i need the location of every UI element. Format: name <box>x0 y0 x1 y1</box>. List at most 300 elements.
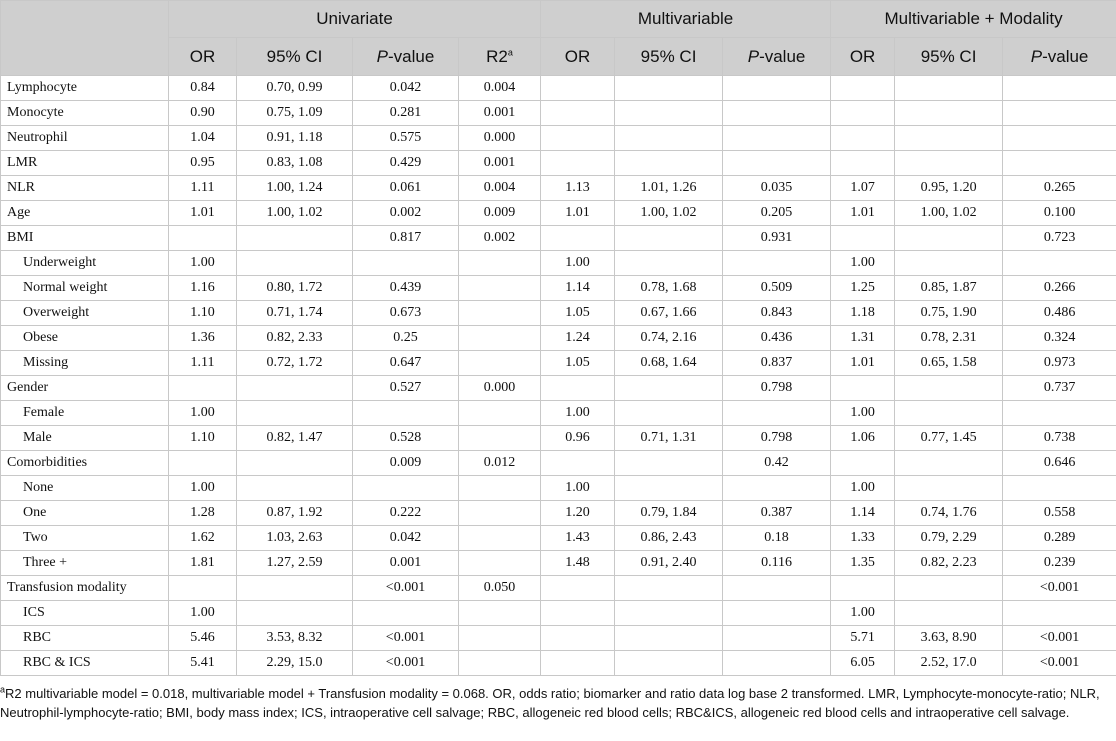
row-label: Two <box>1 526 169 551</box>
cell-uni-r2 <box>459 651 541 676</box>
cell-mod-p-value: <0.001 <box>1003 576 1116 601</box>
cell-multi-ci: 0.71, 1.31 <box>615 426 723 451</box>
cell-uni-r2 <box>459 526 541 551</box>
row-label: Gender <box>1 376 169 401</box>
cell-uni-p-value: <0.001 <box>353 576 459 601</box>
cell-uni-r2: 0.002 <box>459 226 541 251</box>
cell-uni-p-value: 0.647 <box>353 351 459 376</box>
cell-multi-ci: 0.78, 1.68 <box>615 276 723 301</box>
cell-multi-or <box>541 376 615 401</box>
cell-uni-r2: 0.004 <box>459 76 541 101</box>
cell-uni-or <box>169 576 237 601</box>
cell-mod-or <box>831 76 895 101</box>
row-label: Underweight <box>1 251 169 276</box>
cell-mod-ci <box>895 376 1003 401</box>
cell-mod-p-value: <0.001 <box>1003 651 1116 676</box>
cell-multi-ci: 0.91, 2.40 <box>615 551 723 576</box>
cell-uni-p-value: 0.528 <box>353 426 459 451</box>
cell-mod-ci: 0.74, 1.76 <box>895 501 1003 526</box>
cell-uni-ci: 0.72, 1.72 <box>237 351 353 376</box>
cell-mod-ci: 2.52, 17.0 <box>895 651 1003 676</box>
cell-mod-p-value: 0.266 <box>1003 276 1116 301</box>
cell-uni-r2 <box>459 401 541 426</box>
table-row <box>1 226 1116 251</box>
cell-multi-p-value: 0.387 <box>723 501 831 526</box>
cell-uni-p-value: 0.222 <box>353 501 459 526</box>
table-row <box>1 651 1116 676</box>
cell-uni-or <box>169 226 237 251</box>
cell-multi-or: 1.24 <box>541 326 615 351</box>
cell-multi-p-value: 0.436 <box>723 326 831 351</box>
cell-uni-r2 <box>459 301 541 326</box>
cell-multi-p-value: 0.837 <box>723 351 831 376</box>
cell-uni-or <box>169 376 237 401</box>
cell-multi-or: 1.00 <box>541 251 615 276</box>
cell-uni-ci: 1.03, 2.63 <box>237 526 353 551</box>
cell-uni-ci <box>237 576 353 601</box>
table-row <box>1 376 1116 401</box>
cell-uni-or: 1.28 <box>169 501 237 526</box>
cell-uni-or: 1.10 <box>169 426 237 451</box>
table-row <box>1 451 1116 476</box>
cell-uni-p-value: 0.817 <box>353 226 459 251</box>
cell-mod-or: 5.71 <box>831 626 895 651</box>
cell-uni-r2: 0.004 <box>459 176 541 201</box>
table-row <box>1 601 1116 626</box>
cell-uni-r2: 0.012 <box>459 451 541 476</box>
cell-uni-r2 <box>459 476 541 501</box>
cell-mod-p-value <box>1003 476 1116 501</box>
cell-uni-or: 1.04 <box>169 126 237 151</box>
cell-uni-r2: 0.001 <box>459 101 541 126</box>
cell-uni-ci <box>237 376 353 401</box>
cell-multi-ci <box>615 251 723 276</box>
cell-uni-p-value: 0.25 <box>353 326 459 351</box>
cell-multi-or: 0.96 <box>541 426 615 451</box>
table-row <box>1 526 1116 551</box>
cell-uni-or: 0.84 <box>169 76 237 101</box>
row-label: Lymphocyte <box>1 76 169 101</box>
cell-mod-p-value: 0.646 <box>1003 451 1116 476</box>
cell-multi-ci <box>615 126 723 151</box>
row-label: Missing <box>1 351 169 376</box>
cell-uni-ci: 0.82, 2.33 <box>237 326 353 351</box>
cell-uni-p-value: 0.673 <box>353 301 459 326</box>
row-label: Overweight <box>1 301 169 326</box>
cell-mod-p-value: 0.239 <box>1003 551 1116 576</box>
cell-mod-p-value: 0.973 <box>1003 351 1116 376</box>
cell-mod-or: 1.14 <box>831 501 895 526</box>
cell-multi-or: 1.48 <box>541 551 615 576</box>
cell-mod-or <box>831 376 895 401</box>
cell-uni-r2 <box>459 426 541 451</box>
cell-multi-p-value: 0.798 <box>723 376 831 401</box>
cell-mod-p-value: 0.324 <box>1003 326 1116 351</box>
cell-uni-r2 <box>459 501 541 526</box>
table-row <box>1 576 1116 601</box>
cell-multi-or: 1.20 <box>541 501 615 526</box>
cell-multi-p-value <box>723 626 831 651</box>
cell-multi-ci: 1.01, 1.26 <box>615 176 723 201</box>
cell-multi-ci <box>615 601 723 626</box>
cell-uni-ci: 2.29, 15.0 <box>237 651 353 676</box>
cell-uni-or: 1.00 <box>169 251 237 276</box>
cell-mod-ci <box>895 601 1003 626</box>
table-footnote <box>0 676 1116 722</box>
cell-multi-or <box>541 576 615 601</box>
cell-multi-p-value <box>723 126 831 151</box>
row-label: Male <box>1 426 169 451</box>
table-row <box>1 201 1116 226</box>
cell-uni-ci <box>237 251 353 276</box>
cell-multi-p-value: 0.205 <box>723 201 831 226</box>
cell-uni-r2 <box>459 276 541 301</box>
cell-mod-ci: 0.79, 2.29 <box>895 526 1003 551</box>
footnote-text: R2 multivariable model = 0.018, multivariable model + Transfusion modality = 0.068. OR, odds ratio; biomarker and ratio data log base 2 transformed. LMR, Lymphocyte-monocyte-ratio; NLR, Neutrophil-lymphocyte-ratio; BMI, body mass index; ICS, intraoperative cell salvage; RBC, allogeneic red blood cells; RBC&ICS, allogeneic red blood cells and intraoperative cell salvage. <box>0 686 1100 720</box>
cell-mod-p-value: 0.289 <box>1003 526 1116 551</box>
row-label: One <box>1 501 169 526</box>
col-header-ci: 95% CI <box>615 38 723 76</box>
table-row <box>1 276 1116 301</box>
cell-multi-p-value <box>723 576 831 601</box>
cell-mod-ci <box>895 451 1003 476</box>
col-header-p-value: P-value <box>353 38 459 76</box>
cell-multi-p-value <box>723 651 831 676</box>
col-header-ci: 95% CI <box>237 38 353 76</box>
cell-mod-ci <box>895 226 1003 251</box>
cell-uni-p-value: <0.001 <box>353 651 459 676</box>
cell-mod-ci <box>895 251 1003 276</box>
cell-mod-or: 1.31 <box>831 326 895 351</box>
cell-uni-p-value: 0.061 <box>353 176 459 201</box>
cell-multi-or: 1.00 <box>541 476 615 501</box>
cell-uni-p-value <box>353 601 459 626</box>
cell-mod-p-value: 0.737 <box>1003 376 1116 401</box>
cell-multi-or <box>541 151 615 176</box>
col-header-r2: R2$^a$ <box>459 38 541 76</box>
cell-uni-r2 <box>459 551 541 576</box>
row-label: Obese <box>1 326 169 351</box>
table-row <box>1 126 1116 151</box>
cell-multi-ci <box>615 651 723 676</box>
cell-mod-p-value <box>1003 76 1116 101</box>
cell-uni-p-value <box>353 476 459 501</box>
cell-uni-p-value: 0.001 <box>353 551 459 576</box>
cell-mod-ci: 1.00, 1.02 <box>895 201 1003 226</box>
cell-uni-r2: 0.009 <box>459 201 541 226</box>
row-label: Normal weight <box>1 276 169 301</box>
cell-multi-or <box>541 626 615 651</box>
cell-mod-or: 6.05 <box>831 651 895 676</box>
table-row <box>1 251 1116 276</box>
cell-uni-or: 1.11 <box>169 351 237 376</box>
cell-mod-or: 1.06 <box>831 426 895 451</box>
table-row <box>1 76 1116 101</box>
cell-uni-or: 1.10 <box>169 301 237 326</box>
cell-uni-ci: 0.70, 0.99 <box>237 76 353 101</box>
cell-uni-ci: 3.53, 8.32 <box>237 626 353 651</box>
row-label: RBC & ICS <box>1 651 169 676</box>
cell-uni-ci: 0.87, 1.92 <box>237 501 353 526</box>
cell-multi-ci: 0.74, 2.16 <box>615 326 723 351</box>
cell-uni-ci: 1.00, 1.02 <box>237 201 353 226</box>
cell-mod-ci: 0.95, 1.20 <box>895 176 1003 201</box>
cell-multi-or: 1.13 <box>541 176 615 201</box>
col-header-p-value: P-value <box>1003 38 1116 76</box>
table-row <box>1 151 1116 176</box>
table-row <box>1 551 1116 576</box>
cell-uni-r2: 0.050 <box>459 576 541 601</box>
cell-mod-or: 1.00 <box>831 476 895 501</box>
cell-multi-ci: 0.68, 1.64 <box>615 351 723 376</box>
row-label: ICS <box>1 601 169 626</box>
cell-multi-ci <box>615 626 723 651</box>
group-header-multivariable: Multivariable <box>541 1 831 38</box>
cell-mod-p-value: 0.486 <box>1003 301 1116 326</box>
cell-uni-p-value: <0.001 <box>353 626 459 651</box>
cell-mod-or <box>831 576 895 601</box>
cell-uni-p-value: 0.439 <box>353 276 459 301</box>
cell-uni-p-value: 0.002 <box>353 201 459 226</box>
row-label: None <box>1 476 169 501</box>
cell-multi-p-value <box>723 601 831 626</box>
cell-mod-or: 1.00 <box>831 401 895 426</box>
cell-uni-r2 <box>459 601 541 626</box>
cell-uni-or: 0.95 <box>169 151 237 176</box>
cell-multi-or: 1.14 <box>541 276 615 301</box>
cell-mod-or: 1.33 <box>831 526 895 551</box>
cell-uni-p-value: 0.281 <box>353 101 459 126</box>
row-label: Comorbidities <box>1 451 169 476</box>
table-row <box>1 501 1116 526</box>
cell-multi-ci <box>615 76 723 101</box>
cell-uni-ci <box>237 401 353 426</box>
cell-multi-p-value: 0.116 <box>723 551 831 576</box>
col-header-ci: 95% CI <box>895 38 1003 76</box>
cell-mod-ci <box>895 101 1003 126</box>
cell-uni-or: 5.46 <box>169 626 237 651</box>
cell-multi-p-value <box>723 151 831 176</box>
cell-mod-ci: 3.63, 8.90 <box>895 626 1003 651</box>
cell-uni-ci <box>237 451 353 476</box>
cell-uni-p-value: 0.009 <box>353 451 459 476</box>
cell-multi-or <box>541 651 615 676</box>
cell-uni-ci: 0.83, 1.08 <box>237 151 353 176</box>
table-row <box>1 401 1116 426</box>
cell-mod-or <box>831 451 895 476</box>
cell-multi-p-value: 0.509 <box>723 276 831 301</box>
cell-mod-or: 1.18 <box>831 301 895 326</box>
cell-multi-or: 1.05 <box>541 301 615 326</box>
row-label: Age <box>1 201 169 226</box>
cell-uni-p-value: 0.575 <box>353 126 459 151</box>
col-header-or: OR <box>831 38 895 76</box>
group-header-univariate: Univariate <box>169 1 541 38</box>
cell-mod-ci <box>895 401 1003 426</box>
cell-mod-p-value: 0.723 <box>1003 226 1116 251</box>
cell-multi-or <box>541 451 615 476</box>
cell-mod-ci <box>895 126 1003 151</box>
cell-uni-or: 1.36 <box>169 326 237 351</box>
row-label: Monocyte <box>1 101 169 126</box>
cell-uni-p-value <box>353 251 459 276</box>
cell-uni-ci: 1.27, 2.59 <box>237 551 353 576</box>
cell-multi-ci <box>615 101 723 126</box>
cell-multi-p-value <box>723 76 831 101</box>
cell-multi-p-value <box>723 476 831 501</box>
cell-uni-or: 1.00 <box>169 601 237 626</box>
cell-multi-p-value <box>723 101 831 126</box>
cell-multi-or: 1.00 <box>541 401 615 426</box>
cell-uni-or: 1.81 <box>169 551 237 576</box>
cell-mod-or <box>831 226 895 251</box>
cell-multi-ci: 0.79, 1.84 <box>615 501 723 526</box>
cell-mod-p-value <box>1003 151 1116 176</box>
cell-multi-ci <box>615 476 723 501</box>
cell-mod-ci <box>895 576 1003 601</box>
cell-uni-r2 <box>459 251 541 276</box>
cell-multi-ci <box>615 451 723 476</box>
cell-uni-p-value: 0.042 <box>353 76 459 101</box>
cell-uni-p-value: 0.042 <box>353 526 459 551</box>
cell-uni-ci: 1.00, 1.24 <box>237 176 353 201</box>
cell-mod-p-value <box>1003 601 1116 626</box>
cell-mod-or: 1.01 <box>831 351 895 376</box>
table-row <box>1 626 1116 651</box>
cell-mod-p-value: <0.001 <box>1003 626 1116 651</box>
cell-mod-ci: 0.82, 2.23 <box>895 551 1003 576</box>
cell-uni-or: 1.11 <box>169 176 237 201</box>
table-row <box>1 301 1116 326</box>
cell-uni-or: 1.16 <box>169 276 237 301</box>
cell-multi-ci: 0.86, 2.43 <box>615 526 723 551</box>
cell-mod-or <box>831 151 895 176</box>
cell-uni-ci <box>237 601 353 626</box>
cell-mod-ci <box>895 151 1003 176</box>
cell-uni-or <box>169 451 237 476</box>
cell-mod-p-value: 0.265 <box>1003 176 1116 201</box>
cell-multi-p-value <box>723 251 831 276</box>
cell-multi-or <box>541 126 615 151</box>
cell-mod-or: 1.00 <box>831 601 895 626</box>
row-label: Neutrophil <box>1 126 169 151</box>
cell-multi-or <box>541 226 615 251</box>
cell-uni-or: 5.41 <box>169 651 237 676</box>
cell-uni-ci <box>237 476 353 501</box>
cell-multi-ci: 0.67, 1.66 <box>615 301 723 326</box>
cell-mod-ci <box>895 476 1003 501</box>
cell-mod-or: 1.00 <box>831 251 895 276</box>
cell-multi-p-value <box>723 401 831 426</box>
cell-uni-or: 1.01 <box>169 201 237 226</box>
cell-uni-or: 1.00 <box>169 401 237 426</box>
table-row <box>1 326 1116 351</box>
cell-uni-r2: 0.000 <box>459 376 541 401</box>
cell-mod-or: 1.01 <box>831 201 895 226</box>
cell-uni-r2: 0.001 <box>459 151 541 176</box>
cell-uni-p-value: 0.429 <box>353 151 459 176</box>
cell-mod-p-value <box>1003 126 1116 151</box>
cell-uni-r2 <box>459 326 541 351</box>
cell-uni-ci: 0.91, 1.18 <box>237 126 353 151</box>
cell-mod-ci: 0.78, 2.31 <box>895 326 1003 351</box>
cell-mod-or: 1.07 <box>831 176 895 201</box>
cell-multi-or: 1.05 <box>541 351 615 376</box>
cell-uni-ci: 0.82, 1.47 <box>237 426 353 451</box>
cell-uni-r2 <box>459 626 541 651</box>
cell-multi-ci <box>615 226 723 251</box>
row-label: RBC <box>1 626 169 651</box>
cell-mod-p-value <box>1003 401 1116 426</box>
cell-multi-p-value: 0.18 <box>723 526 831 551</box>
table-row <box>1 426 1116 451</box>
cell-multi-or <box>541 601 615 626</box>
cell-uni-or: 0.90 <box>169 101 237 126</box>
cell-uni-r2: 0.000 <box>459 126 541 151</box>
cell-mod-ci: 0.85, 1.87 <box>895 276 1003 301</box>
cell-mod-p-value: 0.558 <box>1003 501 1116 526</box>
cell-mod-or: 1.35 <box>831 551 895 576</box>
table-row <box>1 176 1116 201</box>
cell-mod-or <box>831 126 895 151</box>
cell-multi-or: 1.43 <box>541 526 615 551</box>
cell-mod-p-value <box>1003 101 1116 126</box>
cell-multi-p-value: 0.843 <box>723 301 831 326</box>
col-header-p-value: P-value <box>723 38 831 76</box>
cell-uni-ci: 0.80, 1.72 <box>237 276 353 301</box>
cell-uni-ci: 0.75, 1.09 <box>237 101 353 126</box>
cell-multi-p-value: 0.931 <box>723 226 831 251</box>
col-header-or: OR <box>169 38 237 76</box>
row-label: Transfusion modality <box>1 576 169 601</box>
cell-multi-ci <box>615 576 723 601</box>
cell-multi-p-value: 0.798 <box>723 426 831 451</box>
row-label: Female <box>1 401 169 426</box>
cell-uni-p-value <box>353 401 459 426</box>
cell-multi-p-value: 0.035 <box>723 176 831 201</box>
cell-multi-or <box>541 101 615 126</box>
cell-uni-ci <box>237 226 353 251</box>
table-body <box>1 76 1116 676</box>
cell-multi-or <box>541 76 615 101</box>
cell-mod-ci: 0.77, 1.45 <box>895 426 1003 451</box>
cell-uni-or: 1.62 <box>169 526 237 551</box>
cell-mod-p-value <box>1003 251 1116 276</box>
col-header-or: OR <box>541 38 615 76</box>
table-row <box>1 476 1116 501</box>
cell-multi-ci <box>615 151 723 176</box>
cell-mod-p-value: 0.738 <box>1003 426 1116 451</box>
cell-multi-p-value: 0.42 <box>723 451 831 476</box>
cell-multi-or: 1.01 <box>541 201 615 226</box>
row-label: Three + <box>1 551 169 576</box>
cell-mod-p-value: 0.100 <box>1003 201 1116 226</box>
table-row <box>1 351 1116 376</box>
row-label: LMR <box>1 151 169 176</box>
table-row <box>1 101 1116 126</box>
cell-uni-ci: 0.71, 1.74 <box>237 301 353 326</box>
cell-multi-ci <box>615 376 723 401</box>
cell-multi-ci <box>615 401 723 426</box>
cell-multi-ci: 1.00, 1.02 <box>615 201 723 226</box>
header-empty-cell <box>1 1 169 76</box>
cell-mod-or: 1.25 <box>831 276 895 301</box>
cell-mod-ci: 0.65, 1.58 <box>895 351 1003 376</box>
cell-mod-or <box>831 101 895 126</box>
group-header-multivariable-modality: Multivariable + Modality <box>831 1 1116 38</box>
footnote-mark: a <box>0 684 6 695</box>
cell-mod-ci: 0.75, 1.90 <box>895 301 1003 326</box>
